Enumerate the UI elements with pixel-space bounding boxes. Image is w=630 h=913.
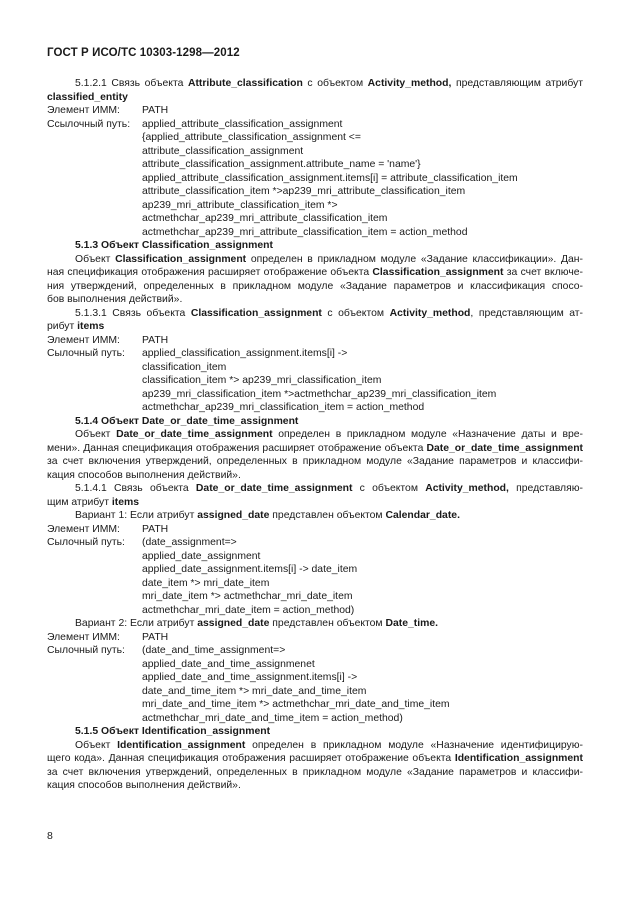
field-label: Сылочный путь: [47, 645, 125, 656]
bold-text: Activity_method, [425, 483, 509, 494]
page-number: 8 [47, 830, 53, 842]
bold-text: items [111, 496, 139, 508]
text-line [47, 617, 583, 631]
text-run: представлен объектом [269, 510, 386, 521]
text-run: PATH [142, 523, 169, 535]
field-label: Сылочный путь: [47, 348, 125, 359]
text-run: attribute_classification_item *>ap239_mri_attribute_classification_item [142, 186, 466, 197]
bold-text: Classification_assignment [115, 253, 247, 265]
text-line [142, 199, 583, 213]
text-run: щего кода». Данная спецификация отображения расширяет отображение объекта [47, 753, 455, 764]
text-run: (date_assignment=> [142, 537, 237, 548]
text-run: ap239_mri_classification_item *>actmethchar_ap239_mri_classification_item [142, 388, 497, 400]
text-run: applied_classification_assignment.items[i] -> [142, 348, 348, 359]
text-line [142, 131, 583, 145]
text-line [47, 469, 583, 483]
text-line [47, 77, 583, 91]
text-line [47, 482, 583, 496]
field-label: Элемент ИММ: [47, 334, 120, 346]
text-line [142, 401, 583, 415]
text-run: PATH [142, 105, 169, 116]
bold-text: 5.1.4 Объект Date_or_date_time_assignment [75, 415, 299, 427]
text-run: applied_date_and_time_assignment.items[i] -> [142, 672, 358, 683]
bold-text: Date_or_date_time_assignment [116, 429, 273, 440]
text-line [47, 91, 583, 105]
field-label: Сылочный путь: [47, 537, 125, 548]
text-line [142, 226, 583, 240]
text-line [142, 361, 583, 375]
text-run: PATH [142, 334, 169, 346]
text-line [47, 253, 583, 267]
text-run: представлен объектом [269, 618, 386, 629]
text-run: с объектом [302, 78, 368, 89]
text-run: actmethchar_ap239_mri_attribute_classification_item = action_method [142, 226, 468, 238]
text-run: 5.1.2.1 Связь объекта [75, 78, 188, 89]
bold-text: Classification_assignment [190, 307, 322, 319]
text-line [142, 212, 583, 226]
text-line [47, 766, 583, 780]
text-line [47, 320, 583, 334]
text-line [47, 779, 583, 793]
text-run: mri_date_item *> actmethchar_mri_date_item [142, 591, 353, 602]
document-body [47, 77, 583, 793]
text-run: рибут [47, 321, 78, 332]
document-header: ГОСТ Р ИСО/ТС 10303-1298—2012 [47, 47, 240, 59]
bold-text: Identification_assignment [117, 739, 246, 751]
text-line [142, 388, 583, 402]
text-line [47, 280, 583, 294]
text-line [142, 172, 583, 186]
bold-text: items [77, 321, 105, 332]
text-line [142, 698, 583, 712]
bold-text: Date_or_date_time_assignment [426, 442, 583, 454]
text-run: с объектом [321, 307, 390, 319]
bold-text: classified_entity [47, 91, 128, 103]
text-line [47, 739, 583, 753]
bold-text: Calendar_date. [385, 510, 460, 521]
text-run: date_item *> mri_date_item [142, 577, 270, 589]
text-line [47, 536, 583, 550]
text-run: 5.1.3.1 Связь объекта [75, 307, 191, 319]
text-run: Объект [75, 253, 116, 265]
text-run: определен в прикладном модуле «Назначение идентифицирую- [245, 739, 583, 751]
text-run: ная спецификация отображения расширяет отображение объекта [47, 267, 373, 278]
text-line [47, 509, 583, 523]
text-line [47, 442, 583, 456]
text-line [47, 293, 583, 307]
text-run: кация способов выполнения действий». [47, 469, 241, 481]
text-line [142, 671, 583, 685]
text-run: кация способов выполнения действий». [47, 780, 241, 791]
text-line [142, 563, 583, 577]
text-run: Объект [75, 429, 117, 440]
text-run: (date_and_time_assignment=> [142, 645, 286, 656]
bold-text: assigned_date [197, 510, 270, 521]
text-run: applied_date_assignment.items[i] -> date_item [142, 564, 358, 575]
text-run: определен в прикладном модуле «Назначение даты и вре- [272, 429, 583, 440]
bold-text: Date_or_date_time_assignment [195, 483, 353, 494]
text-run: Объект [75, 739, 118, 751]
text-line [47, 752, 583, 766]
text-line [142, 577, 583, 591]
bold-text: Activity_method, [367, 78, 452, 89]
text-run: представляющим атрибут [451, 78, 583, 89]
text-line [47, 118, 583, 132]
text-run: Вариант 1: Если атрибут [75, 510, 198, 521]
text-line [142, 604, 583, 618]
text-run: за счет включения утверждений, определенных в прикладном модуле «Задание параметров и классифи- [47, 766, 583, 778]
text-run: attribute_classification_assignment [142, 145, 304, 157]
text-run: Вариант 2: Если атрибут [75, 618, 198, 629]
text-run: mri_date_and_time_item *> actmethchar_mri_date_and_time_item [142, 699, 450, 710]
text-line [47, 104, 583, 118]
text-run: ap239_mri_attribute_classification_item *> [142, 199, 338, 211]
text-line [142, 685, 583, 699]
bold-text: Identification_assignment [454, 753, 583, 764]
text-run: applied_attribute_classification_assignment [142, 118, 343, 130]
text-line [47, 725, 583, 739]
text-line [142, 185, 583, 199]
text-line [47, 455, 583, 469]
text-run: с объектом [352, 483, 426, 494]
field-label: Элемент ИММ: [47, 631, 120, 643]
text-line [47, 239, 583, 253]
field-label: Элемент ИММ: [47, 523, 120, 535]
bold-text: Date_time. [385, 618, 439, 629]
text-line [47, 428, 583, 442]
text-run: бов выполнения действий». [47, 294, 183, 305]
text-line [47, 523, 583, 537]
text-run: classification_item *> ap239_mri_classification_item [142, 375, 382, 386]
text-run: actmethchar_ap239_mri_attribute_classification_item [142, 213, 388, 224]
text-run: за счет включения утверждений, определенных в прикладном модуле «Задание параметров и классифи- [47, 456, 583, 467]
text-run: applied_date_assignment [142, 550, 261, 562]
text-line [47, 415, 583, 429]
text-run: date_and_time_item *> mri_date_and_time_item [142, 685, 367, 697]
text-run: actmethchar_mri_date_and_time_item = action_method) [142, 712, 403, 724]
text-line [47, 266, 583, 280]
text-run: представляю- [508, 483, 583, 494]
text-run: PATH [142, 631, 169, 643]
bold-text: 5.1.3 Объект Classification_assignment [75, 240, 273, 251]
text-line [47, 347, 583, 361]
text-run: classification_item [142, 361, 227, 373]
text-run: {applied_attribute_classification_assignment <= [142, 132, 361, 143]
text-run: ния утверждений, определенных в прикладном модуле «Задание параметров и классификация спосо- [47, 280, 583, 292]
text-run: applied_date_and_time_assignmenet [142, 658, 315, 670]
text-run: определен в прикладном модуле «Задание классификации». Дан- [246, 253, 583, 265]
text-line [142, 658, 583, 672]
text-run: , представляющим ат- [470, 307, 584, 319]
text-line [47, 496, 583, 510]
text-line [142, 712, 583, 726]
text-run: за счет включе- [503, 267, 583, 278]
field-label: Ссылочный путь: [47, 118, 131, 130]
bold-text: Attribute_classification [187, 78, 303, 89]
text-run: щим атрибут [47, 496, 112, 508]
text-line [47, 644, 583, 658]
text-line [47, 307, 583, 321]
text-line [47, 631, 583, 645]
bold-text: Activity_method [389, 307, 471, 319]
field-label: Элемент ИММ: [47, 105, 120, 116]
text-line [47, 334, 583, 348]
text-run: мени». Данная спецификация отображения расширяет отображение объекта [47, 442, 427, 454]
text-run: 5.1.4.1 Связь объекта [75, 483, 196, 494]
text-line [142, 145, 583, 159]
bold-text: 5.1.5 Объект Identification_assignment [75, 726, 271, 737]
text-line [142, 374, 583, 388]
text-run: applied_attribute_classification_assignment.items[i] = attribute_classification_item [142, 172, 518, 184]
text-line [142, 158, 583, 172]
text-line [142, 550, 583, 564]
bold-text: assigned_date [197, 618, 270, 629]
text-run: actmethchar_mri_date_item = action_method) [142, 604, 355, 616]
text-run: actmethchar_ap239_mri_classification_item = action_method [142, 402, 425, 413]
bold-text: Classification_assignment [372, 267, 504, 278]
text-line [142, 590, 583, 604]
text-run: attribute_classification_assignment.attribute_name = 'name'} [142, 159, 421, 170]
